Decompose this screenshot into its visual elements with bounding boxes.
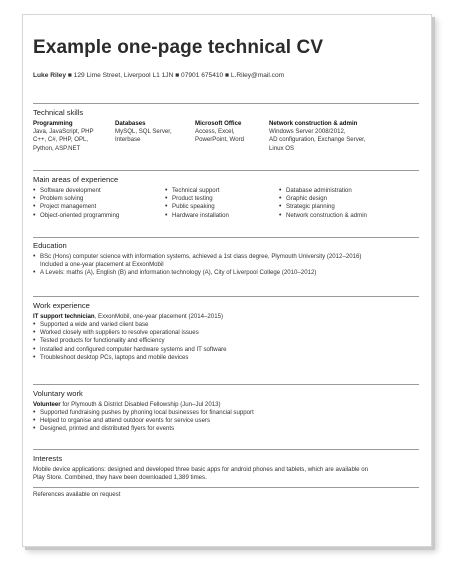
- cv-document: [22, 14, 432, 547]
- contact-phone: 07901 675410: [181, 72, 224, 79]
- section-title-interests: Interests: [33, 454, 63, 463]
- voluntary-role-detail: for Plymouth & District Disabled Fellowship (Jun–Jul 2013): [60, 401, 221, 408]
- list-item: • Tested products for functionality and efficiency: [33, 337, 227, 345]
- section-divider: [33, 103, 419, 104]
- list-item: • Graphic design: [279, 195, 367, 203]
- list-item: • Designed, printed and distributed flyers for events: [33, 425, 254, 433]
- list-item: • Network construction & admin: [279, 212, 367, 220]
- contact-line: Luke Riley ■ 129 Lime Street, Liverpool L1 1JN ■ 07901 675410 ■ L.Riley@mail.com: [33, 72, 285, 79]
- work-duties-list: [33, 321, 227, 362]
- list-item: • Hardware installation: [165, 212, 229, 220]
- work-role-detail: , ExxonMobil, one-year placement (2014–2015): [94, 313, 224, 320]
- list-item: • Project management: [33, 203, 119, 211]
- section-title-voluntary-work: Voluntary work: [33, 389, 83, 398]
- education-list: [33, 253, 361, 278]
- section-divider: [33, 449, 419, 450]
- list-item: • Product testing: [165, 195, 229, 203]
- work-role-title: IT support technician: [33, 313, 95, 320]
- voluntary-role-title: Volunteer: [33, 401, 61, 408]
- section-title-experience-areas: Main areas of experience: [33, 175, 119, 184]
- list-item: • Supported fundraising pushes by phoning local businesses for financial support: [33, 409, 254, 417]
- section-divider: [33, 296, 419, 297]
- list-item: • Database administration: [279, 187, 367, 195]
- list-item: • Software development: [33, 187, 119, 195]
- contact-email: L.Riley@mail.com: [230, 72, 285, 79]
- list-item: • Worked closely with suppliers to resolve operational issues: [33, 329, 227, 337]
- list-item: • Problem solving: [33, 195, 119, 203]
- list-item: • Supported a wide and varied client base: [33, 321, 227, 329]
- experience-areas-column-3: [279, 187, 367, 220]
- list-item: • Troubleshoot desktop PCs, laptops and mobile devices: [33, 354, 227, 362]
- education-item: • A Levels: maths (A), English (B) and information technology (A), City of Liverpool College (2010–2012): [33, 269, 361, 277]
- skills-column-network: Network construction & admin Windows Server 2008/2012, AD configuration, Exchange Server, Linux OS: [269, 120, 366, 152]
- list-item: • Strategic planning: [279, 203, 367, 211]
- education-item: • BSc (Hons) computer science with information systems, achieved a 1st class degree, Plymouth University (2012–2016) Included a one-year placement at ExxonMobil: [33, 253, 361, 269]
- contact-name: Luke Riley: [33, 72, 66, 79]
- section-title-education: Education: [33, 241, 67, 250]
- cv-title: Example one-page technical CV: [33, 37, 324, 58]
- list-item: • Helped to organise and attend outdoor events for service users: [33, 417, 254, 425]
- voluntary-role: [33, 401, 221, 409]
- skills-column-programming: Programming Java, JavaScript, PHP C++, C#, PHP, OPL, Python, ASP.NET: [33, 120, 94, 152]
- section-title-technical-skills: Technical skills: [33, 108, 84, 117]
- interests-text: Mobile device applications: designed and developed three basic apps for android phones and tablets, which are available on Play Store. Combined, they have been downloaded 1,389 times.: [33, 466, 369, 482]
- section-divider: [33, 487, 419, 488]
- section-title-work-experience: Work experience: [33, 301, 90, 310]
- list-item: • Object-oriented programming: [33, 212, 119, 220]
- list-item: • Technical support: [165, 187, 229, 195]
- voluntary-duties-list: [33, 409, 254, 434]
- experience-areas-column-1: [33, 187, 119, 220]
- experience-areas-column-2: [165, 187, 229, 220]
- list-item: • Installed and configured computer hardware systems and IT software: [33, 346, 227, 354]
- list-item: • Public speaking: [165, 203, 229, 211]
- section-divider: [33, 384, 419, 385]
- skills-column-databases: Databases MySQL, SQL Server, Interbase: [115, 120, 172, 144]
- section-divider: [33, 237, 419, 238]
- skills-column-microsoft-office: Microsoft Office Access, Excel, PowerPoint, Word: [195, 120, 244, 144]
- references-note: References available on request: [33, 491, 121, 498]
- work-role: [33, 313, 223, 321]
- section-divider: [33, 170, 419, 171]
- contact-address: 129 Lime Street, Liverpool L1 1JN: [73, 72, 174, 79]
